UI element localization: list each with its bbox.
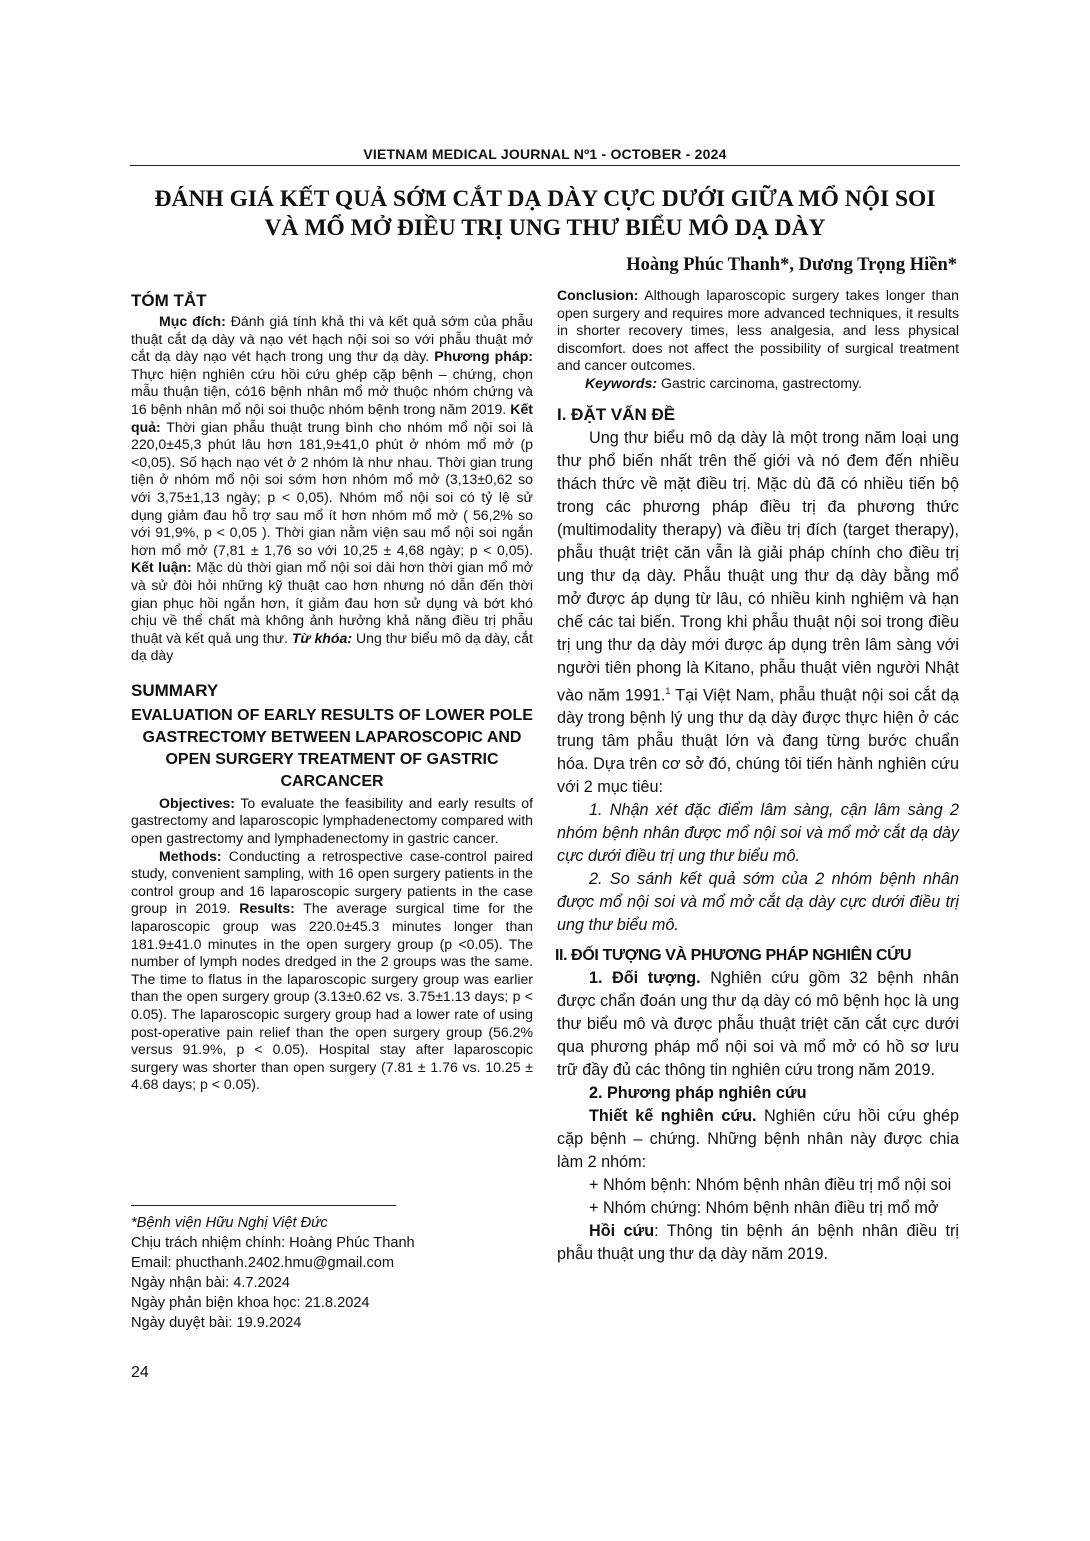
journal-header: VIETNAM MEDICAL JOURNAL Nº1 - OCTOBER - 2024 xyxy=(363,146,727,162)
summary-methods xyxy=(131,848,533,1094)
authors: Hoàng Phúc Thanh*, Dương Trọng Hiền* xyxy=(626,255,957,275)
pp-heading-label: 2. Phương pháp nghiên cứu xyxy=(589,1083,807,1102)
hoicuu-paragraph xyxy=(557,1220,959,1266)
section-1-para1: Ung thư biểu mô dạ dày là một trong năm loại ung thư phổ biến nhất trên thế giới và nó đem đến nhiều thách thức về mặt điều trị. Mặc dù đã có nhiều tiến bộ trong các phương pháp điều trị đa phương thức (multimodality therapy) và điều trị đích (target therapy), phẫu thuật triệt căn vẫn là giải pháp chính cho điều trị ung thư dạ dày. Phẫu thuật ung thư dạ dày bằng mổ mở được áp dụng từ lâu, có nhiều kinh nghiệm và hạn chế các tai biến. Trong khi phẫu thuật nội soi trong điều trị ung thư dạ dày mới được áp dụng trên lâm sàng với người tiên phong là Kitano, phẫu thuật viên người Nhật vào năm 1991. xyxy=(557,428,959,704)
text-keywords: Gastric carcinoma, gastrectomy. xyxy=(657,374,862,391)
summary-conclusion xyxy=(557,287,959,375)
footnote-reviewed: Ngày phản biện khoa học: 21.8.2024 xyxy=(131,1295,370,1311)
goal-1: 1. Nhận xét đặc điểm lâm sàng, cận lâm sàng 2 nhóm bệnh nhân được mổ nội soi và mổ mở cắt dạ dày cực dưới điều trị ung thư biểu mô. xyxy=(557,800,959,865)
section-1-heading: I. ĐẶT VẤN ĐỀ xyxy=(557,404,676,424)
text-phuongphap: Thực hiện nghiên cứu hồi cứu ghép cặp bệnh – chứng, chọn mẫu thuận tiện, có16 bệnh nhân mổ mở thuộc nhóm chứng và 16 bệnh nhân mổ nội soi thuộc nhóm bệnh trong năm 2019. xyxy=(131,365,533,417)
section-1-paragraph xyxy=(557,427,959,799)
text-thietke: Nghiên cứu hồi cứu ghép cặp bệnh – chứng. Những bệnh nhân này được chia làm 2 nhóm: xyxy=(557,1106,960,1171)
label-objectives: Objectives: xyxy=(159,794,235,811)
label-ketqua: Kết quả: xyxy=(131,400,533,435)
text-mucdich: Đánh giá tính khả thi và kết quả sớm của phẫu thuật cắt dạ dày và nạo vét hạch nội soi so với phẫu thuật mở cắt dạ dày nạo vét hạch trong ung thư dạ dày. xyxy=(131,313,533,365)
abstract-vi-text xyxy=(131,313,533,665)
text-objectives: To evaluate the feasibility and early results of gastrectomy and laparoscopic lymphadenectomy compared with open gastrectomy and lymphadenectomy in gastric cancer. xyxy=(131,794,533,847)
abstract-vi-heading: TÓM TẮT xyxy=(131,291,207,310)
text-hoicuu: : Thông tin bệnh án bệnh nhân điều trị phẫu thuật ung thư dạ dày năm 2019. xyxy=(557,1221,960,1263)
summary-continued xyxy=(557,287,959,393)
label-mucdich: Mục đích: xyxy=(159,313,226,329)
section-2 xyxy=(557,967,959,1266)
label-doituong: 1. Đối tượng. xyxy=(589,968,701,987)
footnote-email: Email: phucthanh.2402.hmu@gmail.com xyxy=(131,1255,395,1271)
footnote-affiliation: *Bệnh viện Hữu Nghị Việt Đức xyxy=(131,1215,328,1231)
label-tukhoa: Từ khóa: xyxy=(291,629,353,646)
goal-2: 2. So sánh kết quả sớm của 2 nhóm bệnh nhân được mổ nội soi và mổ mở cắt dạ dày cực dưới điều trị ung thư biểu mô. xyxy=(557,869,959,934)
text-ketluan: Mặc dù thời gian mổ nội soi dài hơn thời gian mổ mở và sử đòi hỏi những kỹ thuật cao hơn nhưng nó dẫn đến thời gian phục hồi ngắn hơn, ít giảm đau hơn sử dụng và bớt khó chịu về thể chất mà không ảnh hưởng khả năng điều trị phẫu thuật và kết quả ung thư. xyxy=(131,559,533,646)
section-1 xyxy=(557,427,959,937)
thietke-paragraph xyxy=(557,1105,959,1174)
label-conclusion: Conclusion: xyxy=(557,287,639,303)
right-column xyxy=(557,287,959,1266)
article-title xyxy=(110,185,980,243)
doituong-paragraph xyxy=(557,967,959,1082)
group-1: + Nhóm bệnh: Nhóm bệnh nhân điều trị mổ nội soi xyxy=(589,1175,952,1194)
label-results: Results: xyxy=(239,900,295,917)
pp-heading xyxy=(557,1082,959,1105)
reference-marker: 1 xyxy=(665,685,671,696)
header-rule xyxy=(130,165,960,166)
group-2: + Nhóm chứng: Nhóm bệnh nhân điều trị mổ mở xyxy=(589,1198,939,1217)
footnote-accepted: Ngày duyệt bài: 19.9.2024 xyxy=(131,1315,302,1331)
footnote-responsible: Chịu trách nhiệm chính: Hoàng Phúc Thanh xyxy=(131,1235,415,1251)
label-ketluan: Kết luận: xyxy=(131,559,192,576)
label-phuongphap: Phương pháp: xyxy=(434,348,533,365)
label-thietke: Thiết kế nghiên cứu. xyxy=(589,1106,757,1125)
text-doituong: Nghiên cứu gồm 32 bệnh nhân được chẩn đoán ung thư dạ dày có mô bệnh học là ung thư biểu mô và được phẫu thuật triệt căn cắt cực dưới qua phương pháp mổ nội soi và mổ mở có hồ sơ lưu trữ đầy đủ các thông tin nghiên cứu trong năm 2019. xyxy=(557,968,960,1079)
label-methods: Methods: xyxy=(159,847,222,864)
page-number: 24 xyxy=(131,1364,149,1381)
summary-title: EVALUATION OF EARLY RESULTS OF LOWER POLE GASTRECTOMY BETWEEN LAPAROSCOPIC AND OPEN SURGERY TREATMENT OF GASTRIC CARCANCER xyxy=(131,706,533,790)
title-line-1: ĐÁNH GIÁ KẾT QUẢ SỚM CẮT DẠ DÀY CỰC DƯỚI GIỮA MỔ NỘI SOI xyxy=(154,186,936,212)
footnote-rule xyxy=(131,1205,396,1206)
section-1-para1b: Tại Việt Nam, phẫu thuật nội soi cắt dạ dày trong bệnh lý ung thư dạ dày được thực hiện ở các trung tâm phẫu thuật lớn và đang từng bước chuẩn hóa. Dựa trên cơ sở đó, chúng tôi tiến hành nghiên cứu với 2 mục tiêu: xyxy=(557,685,959,796)
abstract-vi xyxy=(131,313,533,665)
text-tukhoa: Ung thư biểu mô dạ dày, cắt dạ dày xyxy=(131,629,533,664)
summary-heading: SUMMARY xyxy=(131,680,219,700)
label-hoicuu: Hồi cứu xyxy=(589,1221,655,1240)
footnote-received: Ngày nhận bài: 4.7.2024 xyxy=(131,1275,291,1291)
footnote xyxy=(131,1213,533,1333)
text-methods: Conducting a retrospective case-control paired study, convenient sampling, with 16 open surgery patients in the control group and 16 laparoscopic surgery patients in the case group in 2019. xyxy=(131,847,533,917)
left-column xyxy=(131,291,533,1094)
section-2-heading: II. ĐỐI TƯỢNG VÀ PHƯƠNG PHÁP NGHIÊN CỨU xyxy=(555,946,912,964)
summary-keywords xyxy=(557,375,959,393)
summary xyxy=(131,795,533,1094)
summary-objectives xyxy=(131,795,533,848)
text-ketqua: Thời gian phẫu thuật trung bình cho nhóm mổ nội soi là 220,0±45,3 phút lâu hơn 181,9±41,0 phút ở nhóm mổ mở (p <0,05). Số hạch nạo vét ở 2 nhóm là như nhau. Thời gian trung tiện ở nhóm mổ nội soi sớm hơn nhóm mổ mở (3,13±0,62 so với 3,75±1,13 ngày; p < 0,05). Nhóm mổ nội soi có tỷ lệ sử dụng giảm đau hỗ trợ sau mổ ít hơn nhóm mổ mở ( 56,2% so với 91,9%, p < 0,05 ). Thời gian nằm viện sau mổ nội soi ngắn hơn mổ mở (7,81 ± 1,76 so với 10,25 ± 4,68 ngày; p < 0,05). xyxy=(131,418,533,558)
text-conclusion: Although laparoscopic surgery takes longer than open surgery and requires more advanced techniques, it results in shorter recovery times, less analgesia, and less physical discomfort. does not affect the possibility of surgical treatment and cancer outcomes. xyxy=(557,287,959,374)
text-results: The average surgical time for the laparoscopic group was 220.0±45.3 minutes longer than 181.9±41.0 minutes in the open surgery group (p <0.05). The number of lymph nodes dredged in the 2 groups was the same. The time to flatus in the laparoscopic surgery group was earlier than the open surgery group (3.13±0.62 vs. 3.75±1.13 days; p < 0.05). The laparoscopic surgery group had a lower rate of using post-operative pain relief than the open surgery group (56.2% versus 91.9%, p < 0.05). Hospital stay after laparoscopic surgery was shorter than open surgery (7.81 ± 1.76 vs. 10.25 ± 4.68 days; p < 0.05). xyxy=(131,900,533,1093)
label-keywords: Keywords: xyxy=(585,374,658,391)
title-line-2: VÀ MỔ MỞ ĐIỀU TRỊ UNG THƯ BIỂU MÔ DẠ DÀY xyxy=(264,215,826,241)
